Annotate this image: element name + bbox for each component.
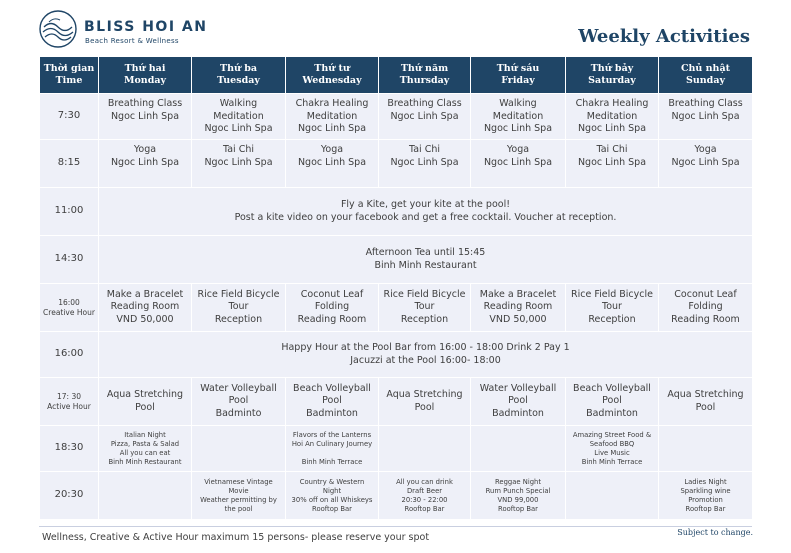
activity-line: Yoga [694,144,717,155]
activity-line: Rice Field Bicycle [571,288,653,300]
time-cell [40,378,99,426]
subject-to-change-note: Subject to change. [677,528,753,537]
activity-line: Ngoc Linh Spa [390,110,459,122]
brand-tagline: Beach Resort & Wellness [85,37,179,45]
activity-cell-sunday [659,140,753,188]
activity-line: Tour [228,301,249,313]
activity-line: Night [322,486,342,495]
time-subtitle: Active Hour [47,401,91,411]
activity-line: Badminton [586,407,638,419]
day-name-vi: Thứ bảy [590,63,634,74]
day-header-friday [471,57,566,94]
activity-line: Ngoc Linh Spa [110,156,180,168]
wave-logo-icon [38,9,78,49]
time-header-line: Thời gian [43,63,95,74]
activity-line: Reading Room [483,301,553,313]
activity-line: Ngoc Linh Spa [483,123,553,134]
activity-cell-saturday [566,472,659,520]
activity-line: Ngoc Linh Spa [297,156,367,168]
activity-cell-wednesday [286,140,379,188]
activity-cell-sunday [659,426,753,472]
time-value: 20:30 [54,489,84,501]
activity-line: Reception [400,313,449,325]
activity-cell-thursday [379,472,471,520]
day-name-vi: Thứ hai [124,63,166,74]
day-name-en: Wednesday [302,75,362,86]
activity-line: Breathing Class [107,98,183,109]
resort-logo [38,9,208,49]
activity-cell-thursday [379,378,471,426]
footer-divider [39,526,752,527]
activity-cell-friday [471,472,566,520]
activity-line: Rooftop Bar [312,504,352,513]
activity-line: Water Volleyball [479,382,557,394]
time-value: 11:00 [54,205,84,217]
activity-cell-thursday [379,94,471,140]
activity-line [288,449,376,458]
activity-cell-saturday [566,284,659,332]
activity-line: Walking [219,98,258,109]
activity-line: Tai Chi [222,144,254,155]
activity-cell-wednesday [286,426,379,472]
activity-line: VND 50,000 [489,313,547,325]
activity-line: Aqua Stretching [667,389,744,400]
activity-cell-friday [471,140,566,188]
time-value: 16:00 [54,348,84,360]
activity-line: Draft Beer [406,486,443,495]
activity-cell-friday [471,426,566,472]
activity-cell-monday [99,378,192,426]
activity-line: Yoga [320,144,344,155]
activity-line: Aqua Stretching [106,389,184,400]
activity-line: Binh Minh Terrace [301,457,363,466]
schedule-row [40,236,753,284]
time-cell [40,140,99,188]
activity-line: Amazing Street Food & [572,430,652,439]
schedule-row [40,332,753,378]
activity-line: Ngoc Linh Spa [110,110,180,122]
activity-line: Pool [508,395,528,407]
activity-line: Pool [602,395,622,407]
day-name-vi: Thứ ba [220,63,257,74]
time-cell [40,472,99,520]
activity-line: Pool [414,401,435,413]
activity-line: Rooftop Bar [404,504,445,513]
activity-line: Rooftop Bar [498,504,538,513]
activity-line: Meditation [213,110,264,122]
time-cell [40,284,99,332]
activity-line: Pizza, Pasta & Salad [110,439,180,448]
activity-line: Rice Field Bicycle [197,288,280,300]
day-header-thursday [379,57,471,94]
schedule-row [40,378,753,426]
time-cell [40,426,99,472]
activity-line: Tai Chi [408,144,440,155]
day-name-en: Friday [501,75,535,86]
schedule-row [40,426,753,472]
all-week-activity-cell [99,332,753,378]
page-title: Weekly Activities [578,26,750,47]
activity-line: Binh Minh Restaurant [108,457,182,466]
activity-line: Meditation [492,110,544,122]
activity-line: Yoga [506,144,530,155]
activity-cell-tuesday [192,94,286,140]
time-value: 18:30 [54,442,84,454]
activity-line: Ngoc Linh Spa [390,156,459,168]
activity-line: Pool [135,401,155,413]
schedule-row [40,472,753,520]
activity-line: Ngoc Linh Spa [671,156,740,168]
activity-line: Reggae Night [495,477,541,486]
activity-line: Promotion [688,495,723,504]
time-column-header [40,57,99,94]
activity-line: All you can drink [396,477,453,486]
day-name-en: Tuesday [217,75,260,86]
activity-line: Post a kite video on your facebook and get a free cocktail. Voucher at reception. [234,211,617,223]
activity-cell-wednesday [286,94,379,140]
activity-line: Yoga [133,144,157,155]
activity-line: All you can eat [119,448,171,457]
activity-line: Happy Hour at the Pool Bar from 16:00 - 18:00 Drink 2 Pay 1 [281,342,570,353]
activity-line: Badminto [215,407,262,419]
activity-line: 20:30 - 22:00 [401,495,448,504]
activity-line: Italian Night [124,430,166,439]
activity-cell-wednesday [286,284,379,332]
all-week-activity-cell [99,236,753,284]
activity-line: Breathing Class [387,98,462,109]
activity-line: Walking [499,98,537,109]
activity-line: Ngoc Linh Spa [577,156,647,168]
activity-line: 30% off on all Whiskeys [291,495,373,504]
day-header-monday [99,57,192,94]
activity-line: Rooftop Bar [685,504,726,513]
activity-line: Chakra Healing [575,98,649,109]
activity-cell-thursday [379,284,471,332]
schedule-row [40,284,753,332]
activity-cell-friday [471,378,566,426]
time-value: 7:30 [57,110,81,122]
time-cell [40,188,99,236]
activity-line: Hoi An Culinary Journey [291,439,373,448]
activity-line: Rice Field Bicycle [383,288,466,300]
day-name-vi: Chủ nhật [680,63,731,74]
activity-cell-monday [99,472,192,520]
time-cell [40,332,99,378]
activity-line: Reading Room [110,301,180,313]
activity-line: VND 99,000 [497,495,539,504]
activity-cell-sunday [659,284,753,332]
activity-cell-wednesday [286,472,379,520]
activity-line: Weather permitting by [200,495,277,504]
time-value: 17: 30 [57,391,81,401]
activity-cell-friday [471,94,566,140]
activity-line: Jacuzzi at the Pool 16:00- 18:00 [350,354,501,366]
activity-cell-monday [99,94,192,140]
capacity-note: Wellness, Creative & Active Hour maximum 15 persons- please reserve your spot [42,532,430,543]
activity-cell-tuesday [192,378,286,426]
day-name-vi: Thứ tư [314,63,350,74]
activity-line: Aqua Stretching [386,389,463,400]
day-name-en: Sunday [686,75,725,86]
day-header-wednesday [286,57,379,94]
activity-line: Chakra Healing [295,98,369,109]
activity-cell-sunday [659,472,753,520]
activity-line: Fly a Kite, get your kite at the pool! [340,199,511,210]
time-cell [40,94,99,140]
day-name-en: Saturday [588,75,636,86]
activity-line: Afternoon Tea until 15:45 [365,247,486,258]
activity-cell-thursday [379,426,471,472]
activity-cell-saturday [566,426,659,472]
activity-line: Tour [602,301,622,313]
weekly-schedule-table [39,56,753,520]
activity-line: Water Volleyball [200,382,277,394]
day-header-saturday [566,57,659,94]
activity-line: Ngoc Linh Spa [204,123,273,134]
activity-line: Beach Volleyball [293,382,371,394]
activity-line: Badminton [306,407,358,419]
activity-line: Binh Minh Terrace [581,457,643,466]
day-name-en: Monday [123,75,167,86]
schedule-row [40,140,753,188]
time-value: 14:30 [54,253,84,265]
activity-cell-tuesday [192,140,286,188]
activity-line: Coconut Leaf [300,288,364,300]
schedule-row [40,94,753,140]
day-name-en: Thursday [399,75,450,86]
header-row [40,57,753,94]
time-subtitle: Creative Hour [43,307,95,317]
day-name-vi: Thứ năm [400,63,449,74]
activity-line: Beach Volleyball [573,382,651,394]
activity-cell-tuesday [192,426,286,472]
activity-line: Rum Punch Special [485,486,551,495]
activity-line: Tai Chi [596,144,628,155]
day-header-sunday [659,57,753,94]
time-value: 8:15 [57,157,81,169]
activity-cell-thursday [379,140,471,188]
activity-line: Reception [588,313,636,325]
activity-line: Flavors of the Lanterns [292,430,372,439]
activity-line: Pool [228,395,249,407]
activity-line: Meditation [306,110,358,122]
all-week-activity-cell [99,188,753,236]
activity-line: Folding [314,301,350,313]
activity-cell-tuesday [192,472,286,520]
activity-line: Tour [414,301,435,313]
activity-line: Ngoc Linh Spa [483,156,553,168]
activity-line: Pool [695,401,716,413]
activity-cell-sunday [659,94,753,140]
activity-line: Seafood BBQ [589,439,635,448]
activity-line: Ngoc Linh Spa [204,156,273,168]
activity-cell-monday [99,284,192,332]
activity-cell-friday [471,284,566,332]
activity-cell-monday [99,426,192,472]
activity-line: Meditation [586,110,638,122]
brand-name: BLISS HOI AN [84,19,208,35]
activity-line: Binh Minh Restaurant [374,259,477,271]
activity-line: Folding [688,301,723,313]
activity-cell-tuesday [192,284,286,332]
day-name-vi: Thứ sáu [496,63,540,74]
activity-line: Badminton [492,407,544,419]
time-cell [40,236,99,284]
schedule-row [40,188,753,236]
activity-line: Reading Room [671,313,740,325]
activity-line: Pool [322,395,342,407]
activity-line: Live Music [594,448,630,457]
activity-line: Make a Bracelet [106,288,184,300]
activity-cell-saturday [566,94,659,140]
activity-cell-wednesday [286,378,379,426]
activity-line: Coconut Leaf [674,288,737,300]
activity-line: Country & Western [299,477,365,486]
activity-line: Sparkling wine [680,486,731,495]
activity-line: the pool [224,504,253,513]
activity-line: Ladies Night [684,477,727,486]
day-header-tuesday [192,57,286,94]
time-value: 16:00 [58,297,80,307]
activity-line: Reception [214,313,263,325]
activity-line: Make a Bracelet [479,288,557,300]
activity-line: Ngoc Linh Spa [671,110,740,122]
activity-cell-monday [99,140,192,188]
activity-line: VND 50,000 [116,313,174,325]
time-header-line: Time [55,75,83,86]
activity-cell-saturday [566,378,659,426]
activity-line: Vietnamese Vintage [204,477,273,486]
activity-cell-saturday [566,140,659,188]
activity-cell-sunday [659,378,753,426]
activity-line: Breathing Class [668,98,743,109]
activity-line: Movie [228,486,249,495]
activity-line: Ngoc Linh Spa [297,123,367,134]
activity-line: Reading Room [297,313,367,325]
activity-line: Ngoc Linh Spa [577,123,647,134]
